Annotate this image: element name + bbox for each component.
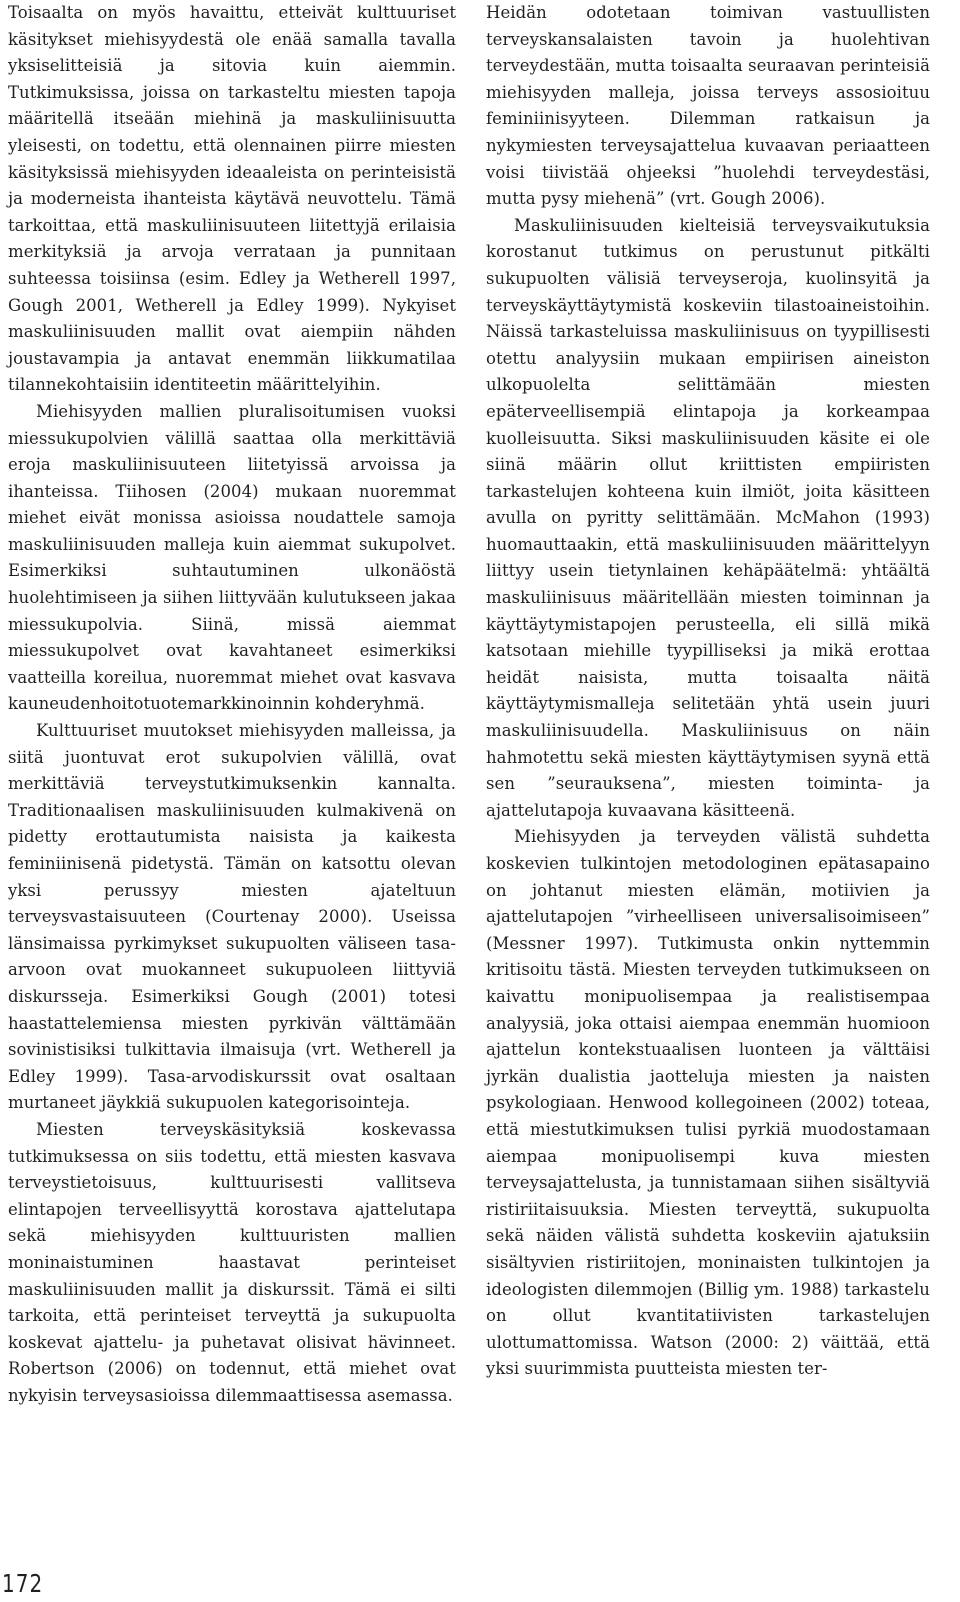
paragraph: Toisaalta on myös havaittu, etteivät kulttuuriset käsitykset miehisyydestä ole enää samalla tavalla yksiselitteisiä ja sitovia kuin aiemmin. Tutkimuksissa, joissa on tarkasteltu miesten tapoja määritellä itseään miehinä ja maskuliinisuutta yleisesti, on todettu, että olennainen piirre miesten käsityksissä miehisyyden ideaaleista on perinteisistä ja moderneista ihanteista käytävä neuvottelu. Tämä tarkoittaa, että maskuliinisuuteen liitettyjä erilaisia merkityksiä ja arvoja verrataan ja punnitaan suhteessa toisiinsa (esim. Edley ja Wetherell 1997, Gough 2001, Wetherell ja Edley 1999). Nykyiset maskuliinisuuden mallit ovat aiempiin nähden joustavampia ja antavat enemmän liikkumatilaa tilannekohtaisiin identiteetin määrittelyihin. (8, 3, 456, 395)
paragraph: Kulttuuriset muutokset miehisyyden malleissa, ja siitä juontuvat erot sukupolvien välillä, ovat merkittäviä terveystutkimuksenkin kannalta. Traditionaalisen maskuliinisuuden kulmakivenä on pidetty erottautumista naisista ja kaikesta feminiinisenä pidetystä. Tämän on katsottu olevan yksi perussyy miesten ajateltuun terveysvastaisuuteen (Courtenay 2000). Useissa länsimaissa pyrkimykset sukupuolten väliseen tasa-arvoon ovat muokanneet sukupuoleen liittyviä diskursseja. Esimerkiksi Gough (2001) totesi haastattelemiensa miesten pyrkivän välttämään sovinistisiksi tulkittavia ilmaisuja (vrt. Wetherell ja Edley 1999). Tasa-arvodiskurssit ovat osaltaan murtaneet jäykkiä sukupuolen kategorisointeja. (8, 721, 456, 1113)
paragraph: Miesten terveyskäsityksiä koskevassa tutkimuksessa on siis todettu, että miesten kasvava terveystietoisuus, kulttuurisesti vallitseva elintapojen terveellisyyttä korostava ajattelutapa sekä miehisyyden kulttuuristen mallien moninaistuminen haastavat perinteiset maskuliinisuuden mallit ja diskurssit. Tämä ei silti tarkoita, että perinteiset terveyttä ja sukupuolta koskevat ajattelu- ja puhetavat olisivat hävinneet. Robertson (2006) on todennut, että miehet ovat nykyisin terveysasioissa dilemmaattisessa asemassa. (8, 1119, 456, 1405)
paragraph: Heidän odotetaan toimivan vastuullisten terveyskansalaisten tavoin ja huolehtivan terveydestään, mutta toisaalta seuraavan perinteisiä miehisyyden malleja, joissa terveys assosioituu feminiinisyyteen. Dilemman ratkaisun ja nykymiesten terveysajattelua kuvaavan periaatteen voisi tiivistää ohjeeksi ”huolehdi terveydestäsi, mutta pysy miehenä” (vrt. Gough 2006). (486, 3, 930, 209)
paragraph: Maskuliinisuuden kielteisiä terveysvaikutuksia korostanut tutkimus on perustunut pitkälti sukupuolten välisiä terveyseroja, kuolinsyitä ja terveyskäyttäytymistä koskeviin tilastoaineistoihin. Näissä tarkasteluissa maskuliinisuus on tyypillisesti otettu analyysiin mukaan empiirisen aineiston ulkopuolelta selittämään miesten epäterveellisempiä elintapoja ja korkeampaa kuolleisuutta. Siksi maskuliinisuuden käsite ei ole siinä määrin ollut kriittisten empiiristen tarkastelujen kohteena kuin ilmiöt, joita käsitteen avulla on pyritty selittämään. McMahon (1993) huomauttaakin, että maskuliinisuuden määrittelyyn liittyy usein tietynlainen kehäpäätelmä: yhtäältä maskuliinisuus määritellään miesten toiminnan ja käyttäytymistapojen perusteella, eli sillä mikä katsotaan miehille tyypilliseksi ja mikä erottaa heidät naisista, mutta toisaalta näitä käyttäytymismalleja selitetään yhtä usein juuri maskuliinisuudella. Maskuliinisuus on näin hahmotettu sekä miesten käyttäytymisen syynä että sen ”seurauksena”, miesten toiminta- ja ajattelutapoja kuvaavana käsitteenä. (486, 215, 930, 820)
paragraph: Miehisyyden ja terveyden välistä suhdetta koskevien tulkintojen metodologinen epätasapaino on johtanut miesten elämän, motiivien ja ajattelutapojen ”virheelliseen universalisoimiseen” (Messner 1997). Tutkimusta onkin nyttemmin kritisoitu tästä. Miesten terveyden tutkimukseen on kaivattu monipuolisempaa ja realistisempaa analyysiä, joka ottaisi aiempaa enemmän huomioon ajattelun kontekstuaalisen luonteen ja välttäisi jyrkän dualistia jaotteluja miesten ja naisten psykologiaan. Henwood kollegoineen (2002) toteaa, että miestutkimuksen tulisi pyrkiä muodostamaan aiempaa monipuolisempi kuva miesten terveysajattelusta, ja tunnistamaan siihen sisältyviä ristiriitaisuuksia. Miesten terveyttä, sukupuolta sekä näiden välistä suhdetta koskeviin ajatuksiin sisältyvien ristiriitojen, moninaisten tulkintojen ja ideologisten dilemmojen (Billig ym. 1988) tarkastelu on ollut kvantitatiivisten tarkastelujen ulottumattomissa. Watson (2000: 2) väittää, että yksi suurimmista puutteista miesten ter- (486, 827, 930, 1379)
right-text-column (486, 0, 930, 1383)
page-number: 172 (2, 1568, 44, 1598)
paragraph: Miehisyyden mallien pluralisoitumisen vuoksi miessukupolvien välillä saattaa olla merkittäviä eroja maskuliinisuuteen liitetyissä arvoissa ja ihanteissa. Tiihosen (2004) mukaan nuoremmat miehet eivät monissa asioissa noudattele samoja maskuliinisuuden malleja kuin aiemmat sukupolvet. Esimerkiksi suhtautuminen ulkonäöstä huolehtimiseen ja siihen liittyvään kulutukseen jakaa miessukupolvia. Siinä, missä aiemmat miessukupolvet ovat kavahtaneet esimerkiksi vaatteilla koreilua, nuoremmat miehet ovat kasvava kauneudenhoitotuotemarkkinoinnin kohderyhmä. (8, 401, 456, 714)
left-text-column (8, 0, 456, 1409)
